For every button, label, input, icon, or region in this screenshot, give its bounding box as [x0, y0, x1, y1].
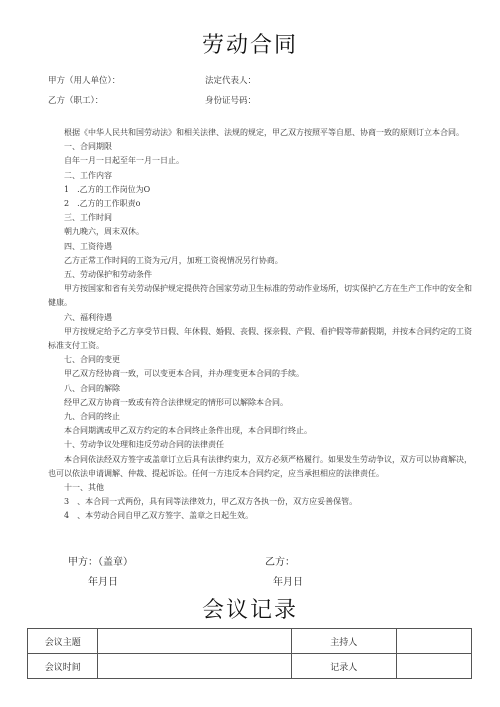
meeting-topic-label: 会议主题 — [28, 629, 98, 654]
clause-text: 3 、本合同一式两份，具有同等法律效力，甲乙双方各执一份，双方应妥善保管。 — [64, 497, 358, 507]
clause-text: 经甲乙双方协商一致或有符合法律规定的情形可以解除本合同。 — [64, 397, 288, 407]
legal-rep-label: 法定代表人： — [205, 76, 257, 86]
id-number-label: 身份证号码： — [205, 96, 257, 106]
section-heading: 三、工作时间 — [64, 213, 112, 223]
section-heading: 六、福利待遇 — [64, 312, 112, 322]
party-a-label: 甲方（用人单位）： — [48, 76, 121, 86]
clause-text: 1 .乙方的工作岗位为O — [64, 184, 151, 194]
clause-text: 甲方按国家和省有关劳动保护规定提供符合国家劳动卫生标准的劳动作业场所，切实保护乙方在生产工作中的安全和健康。 — [48, 284, 472, 308]
contract-body — [48, 126, 474, 524]
host-field[interactable] — [396, 629, 471, 654]
table-row — [28, 654, 472, 679]
contract-title: 劳动合同 — [201, 33, 298, 58]
party-b-label: 乙方（职工）： — [48, 96, 104, 106]
section-heading: 五、劳动保护和劳动条件 — [64, 270, 152, 280]
clause-text: 乙方正常工作时间的工资为元/月，加班工资视情况另行协商。 — [64, 255, 283, 265]
party-a-signature: 甲方：（盖章） — [68, 557, 133, 568]
host-label: 主持人 — [291, 629, 396, 654]
section-heading: 四、工资待遇 — [64, 241, 112, 251]
clause-text: 4 、本劳动合同自甲乙双方签字、盖章之日起生效。 — [64, 511, 254, 521]
clause-text: 甲方按规定给予乙方享受节日假、年休假、婚假、丧假、探亲假、产假、看护假等带薪假期，并按本合同约定的工资标准支付工资。 — [48, 326, 472, 351]
clause-text: 自年一月一日起至年一月一日止。 — [64, 156, 184, 166]
table-row — [28, 629, 472, 654]
section-heading: 十一、其他 — [64, 483, 104, 493]
section-heading: 七、合同的变更 — [64, 355, 120, 365]
section-heading: 一、合同期限 — [64, 142, 112, 152]
recorder-field[interactable] — [396, 654, 471, 679]
meeting-time-field[interactable] — [98, 654, 291, 679]
clause-text: 2 .乙方的工作职责o — [64, 199, 141, 209]
clause-text: 本合同期满或甲乙双方约定的本合同终止条件出现，本合同即行终止。 — [64, 426, 312, 436]
preamble-paragraph: 根据《中华人民共和国劳动法》和相关法律、法规的规定，甲乙双方按照平等自愿、协商一致的原则订立本合同。 — [64, 128, 464, 137]
meeting-record-table — [27, 628, 472, 679]
party-a-date: 年月日 — [88, 577, 118, 588]
section-heading: 九、合同的终止 — [64, 412, 120, 422]
meeting-title: 会议记录 — [201, 598, 298, 623]
section-heading: 十、劳动争议处理和违反劳动合同的法律责任 — [64, 440, 224, 450]
meeting-time-label: 会议时间 — [28, 654, 98, 679]
clause-text: 朝九晚六，周末双休。 — [64, 227, 144, 237]
clause-text: 甲乙双方经协商一致，可以变更本合同，并办理变更本合同的手续。 — [64, 369, 304, 379]
section-heading: 二、工作内容 — [64, 170, 112, 180]
party-b-date: 年月日 — [273, 577, 303, 588]
party-b-signature: 乙方： — [265, 557, 295, 568]
recorder-label: 记录人 — [291, 654, 396, 679]
section-heading: 八、合同的解除 — [64, 383, 120, 393]
meeting-topic-field[interactable] — [98, 629, 291, 654]
clause-text: 本合同依法经双方签字或盖章订立后具有法律约束力，双方必须严格履行。如果发生劳动争议，双方可以协商解决，也可以依法申请调解、仲裁、提起诉讼。任何一方违反本合同约定，应当承担相应的法律责任。 — [48, 454, 472, 478]
